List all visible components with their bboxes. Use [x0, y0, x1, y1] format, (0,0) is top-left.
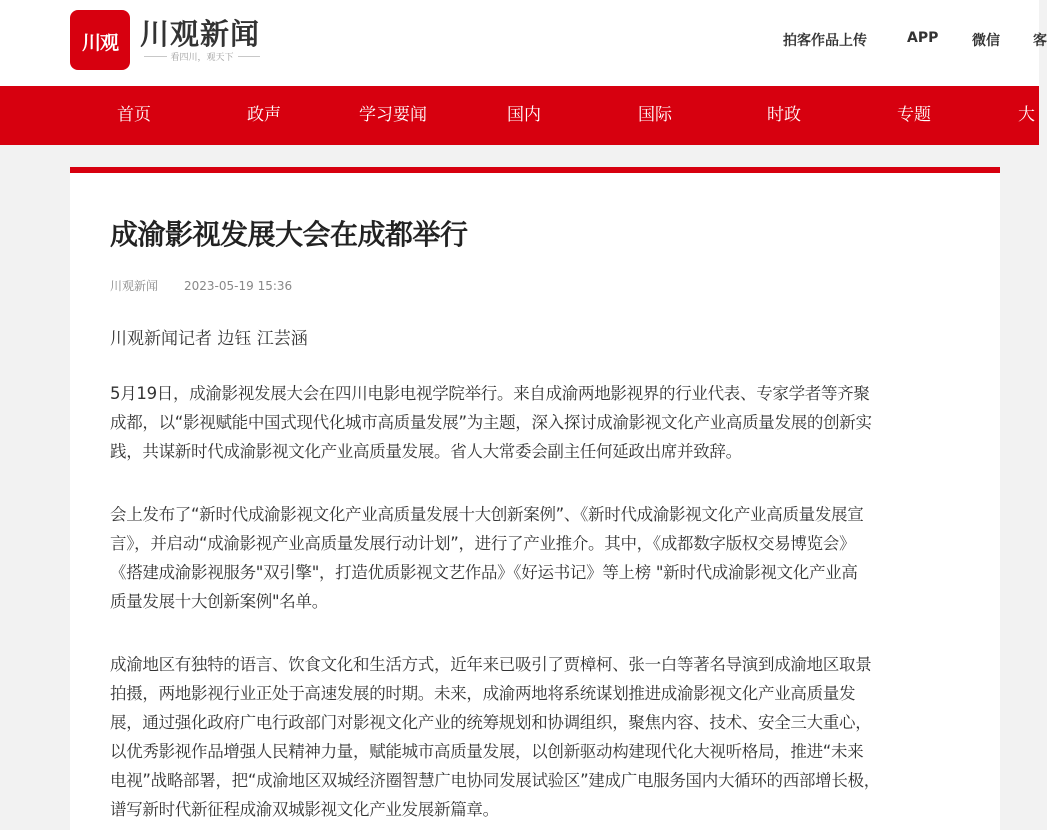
nav-special[interactable]: 专题 [897, 105, 931, 125]
paragraph-line: 言》，并启动“成渝影视产业高质量发展行动计划”，进行了产业推介。其中，《成都数字版权交易博览会》 [110, 534, 856, 553]
paragraph-line: 《搭建成渝影视服务"双引擎"，打造优质影视文艺作品》《好运书记》等上榜 "新时代成渝影视文化产业高 [110, 563, 858, 582]
paragraph-line: 成都，以“影视赋能中国式现代化城市高质量发展”为主题，深入探讨成渝影视文化产业高质量发展的创新实 [110, 413, 872, 432]
article-paragraph [110, 500, 960, 616]
paragraph-line: 展，通过强化政府广电行政部门对影视文化产业的统筹规划和协调组织，聚焦内容、技术、安全三大重心， [110, 713, 872, 732]
main-nav [0, 86, 1039, 145]
nav-home[interactable]: 首页 [117, 105, 151, 125]
article-source[interactable]: 川观新闻 [110, 279, 159, 293]
paragraph-line: 以优秀影视作品增强人民精神力量，赋能城市高质量发展，以创新驱动构建现代化大视听格局，推进“未来 [110, 742, 864, 761]
paragraph-line: 成渝地区有独特的语言、饮食文化和生活方式，近年来已吸引了贾樟柯、张一白等著名导演到成渝地区取景 [110, 655, 872, 674]
nav-current-affairs[interactable]: 时政 [767, 105, 801, 125]
slogan-text: 看四川，观天下 [170, 53, 234, 63]
paragraph-line: 谱写新时代新征程成渝双城影视文化产业发展新篇章。 [110, 800, 499, 819]
nav-politics-voice[interactable]: 政声 [247, 105, 281, 125]
paragraph-line: 5月19日，成渝影视发展大会在四川电影电视学院举行。来自成渝两地影视界的行业代表、专家学者等齐聚 [110, 384, 870, 403]
article-paragraph [110, 379, 960, 466]
nav-more[interactable]: 大 [1018, 105, 1035, 125]
site-header [0, 0, 1047, 86]
nav-study-news[interactable]: 学习要闻 [359, 105, 427, 125]
paragraph-line: 会上发布了“新时代成渝影视文化产业高质量发展十大创新案例”、《新时代成渝影视文化产业高质量发展宣 [110, 505, 864, 524]
wechat-link[interactable]: 微信 [972, 33, 1000, 49]
article-paragraph [110, 650, 960, 824]
upload-works-link[interactable]: 拍客作品上传 [783, 33, 867, 49]
article-byline: 川观新闻记者 边钰 江芸涵 [110, 329, 308, 349]
paragraph-line: 拍摄，两地影视行业正处于高速发展的时期。未来，成渝两地将系统谋划推进成渝影视文化产业高质量发 [110, 684, 856, 703]
nav-international[interactable]: 国际 [638, 105, 672, 125]
client-link[interactable]: 客 [1033, 33, 1047, 49]
article-date: 2023-05-19 15:36 [184, 279, 293, 293]
nav-domestic[interactable]: 国内 [507, 105, 541, 125]
app-link[interactable]: APP [907, 30, 939, 46]
article-title: 成渝影视发展大会在成都举行 [110, 218, 468, 251]
article-meta [110, 277, 292, 294]
article-card [70, 167, 1000, 830]
paragraph-line: 电视”战略部署，把“成渝地区双城经济圈智慧广电协同发展试验区”建成广电服务国内大循环的西部增长极， [110, 771, 880, 790]
paragraph-line: 践，共谋新时代成渝影视文化产业高质量发展。省人大常委会副主任何延政出席并致辞。 [110, 442, 742, 461]
site-slogan [140, 50, 264, 63]
logo-badge[interactable]: 川观 [70, 10, 130, 70]
site-logo-text[interactable]: 川观新闻 [140, 17, 261, 51]
paragraph-line: 质量发展十大创新案例"名单。 [110, 592, 328, 611]
